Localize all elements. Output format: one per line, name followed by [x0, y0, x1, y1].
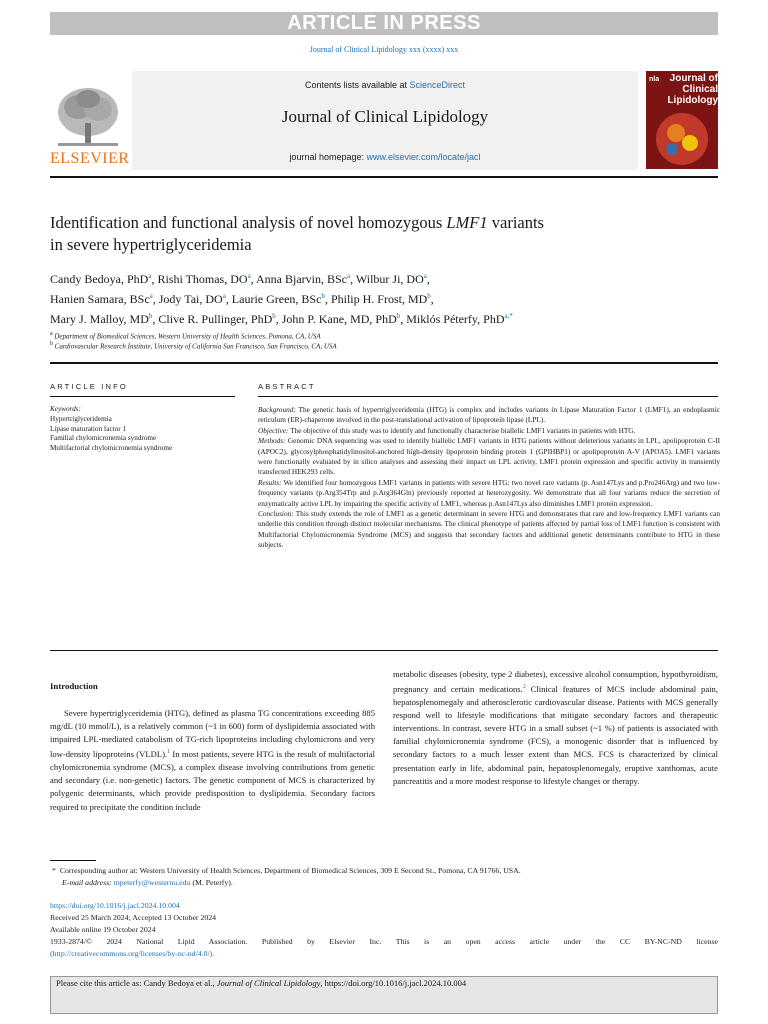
intro-paragraph-2	[393, 668, 718, 788]
intro-text: Severe hypertriglyceridemia (HTG), defined as plasma TG concentrations exceeding 885 mg/dL (10 mmol/L), is a relatively common (~1 in 600) form of dyslipidemia associated with impaired LPL-mediated catabolism of TG-rich lipoproteins including chylomicrons and very low-density lipoproteins (VLDL).	[50, 708, 375, 760]
cover-title-line: Clinical	[682, 84, 718, 95]
author-affil[interactable]: a	[148, 272, 152, 280]
background-text: The genetic basis of hypertriglyceridemia (HTG) is complex and includes variants in Lipase Maturation Factor 1 (LMF1), an endoplasmic reticulum (ER)-chaperone involved in the post-translational activation of lipoprotein lipase (LPL).	[258, 405, 720, 425]
affiliation-b-text: Cardiovascular Research Institute, University of California San Francisco, San Francisco, CA, USA	[54, 342, 337, 351]
abstract-heading: ABSTRACT	[258, 382, 316, 391]
author-name[interactable]: Philip H. Frost, MD	[330, 292, 428, 306]
article-info-rule	[50, 396, 235, 397]
author-affil[interactable]: b	[148, 312, 153, 320]
intro-right-column	[393, 668, 718, 788]
abstract-rule	[258, 396, 718, 397]
elsevier-wordmark[interactable]: ELSEVIER	[50, 150, 130, 167]
introduction-heading: Introduction	[50, 681, 98, 691]
intro-text: In most patients, severe HTG is the result of multifactorial chylomicronemia syndrome (MCS), a complex disease involving contributions from genetic and secondary (i.e. non-genetic) factors. The genetic component of MCS is characterized by polygenic determinants, which provide predisposition to dyslipidemia. Secondary factors required to precipitate the condition include	[50, 749, 375, 812]
corresponding-text: Corresponding author at: Western University of Health Sciences, Department of Biomedical Sciences, 309 E Second St., Pomona, CA 91766, USA.	[59, 866, 521, 875]
article-title	[50, 212, 690, 256]
corresponding-footnote	[52, 865, 712, 876]
author-name[interactable]: Anna Bjarvin, BSc	[256, 272, 348, 286]
keyword: Hypertriglyceridemia	[50, 414, 112, 423]
abstract-body	[258, 405, 720, 551]
objective-label: Objective:	[258, 425, 289, 435]
doi-link[interactable]: https://doi.org/10.1016/j.jacl.2024.10.004	[50, 901, 180, 910]
author-name[interactable]: John P. Kane, MD, PhD	[281, 312, 397, 326]
author-name[interactable]: Candy Bedoya, PhD	[50, 272, 149, 286]
cite-journal: Journal of Clinical Lipidology	[216, 978, 321, 988]
intro-left-column	[50, 707, 375, 814]
reference-2[interactable]: 2	[522, 684, 526, 691]
author-name[interactable]: Rishi Thomas, DO	[157, 272, 248, 286]
affiliation-rule	[50, 362, 718, 364]
author-affil[interactable]: a	[347, 272, 351, 280]
title-part1: Identification and functional analysis of novel homozygous	[50, 213, 447, 232]
keyword: Familial chylomicronemia syndrome	[50, 434, 157, 443]
abstract-conclusion	[258, 509, 720, 551]
abstract-results	[258, 478, 720, 509]
author-affil[interactable]: a	[247, 272, 251, 280]
objective-text: The objective of this study was to identify and functionally characterise biallelic LMF1 variants in patients with HTG.	[290, 425, 636, 435]
author-affil[interactable]: b	[272, 312, 276, 320]
abstract-bottom-rule	[50, 650, 718, 651]
author-name[interactable]: Clive R. Pullinger, PhD	[158, 312, 273, 326]
conclusion-label: Conclusion:	[258, 509, 294, 519]
journal-reference[interactable]: Journal of Clinical Lipidology xxx (xxxx) xxx	[309, 45, 459, 54]
copyright-line: 1933-2874/© 2024 National Lipid Association. Published by Elsevier Inc. This is an open access article under the CC BY-NC-ND license	[50, 937, 718, 946]
homepage-line	[132, 152, 638, 162]
homepage-prefix: journal homepage:	[289, 152, 367, 162]
author-line-1: Candy Bedoya, PhD$^a$, Rishi Thomas, $DO^a$, Anna Bjarvin, BSc$^a$, Wilbur Ji, $DO^a$,	[50, 272, 430, 286]
results-text: We identified four homozygous LMF1 variants in patients with severe HTG: two novel rare variants (p. Asn147Lys and p.Pro246Arg) and two low-frequency variants (p.Arg354Trp and p.Arg364Gln) previously reported at heterozygosity. We demonstrate that all four variants reduce the secretion of enzymatically active LPL by impairing the specific activity of LMF1, whereas p.Asn147Lys also diminishes LMF1 protein expression.	[258, 477, 720, 508]
background-label: Background:	[258, 405, 296, 414]
license-link[interactable]: (http://creativecommons.org/licenses/by-nc-nd/4.0/).	[50, 949, 215, 958]
intro-text: Clinical features of MCS include abdominal pain, hepatosplenomegaly and atherosclerotic cardiovascular disease. Patients with MCS generally respond well to lifestyle modifications that mitigate secondary factors and therapeutic interventions. In contrast, severe HTG in a small subset (~1 %) of patients is associated with familial chylomicronemia syndrome (FCS), a monogenic disorder that is influenced by secondary factors to a much lesser extent than MCS. FCS is characterized by clinical presentation early in life, abdominal pain, hepatosplenomegaly, eruptive xanthomas, acute pancreatitis and a more modest response to lifestyle changes or therapy.	[393, 683, 718, 786]
cite-prefix: Please cite this article as: Candy Bedoya et al.,	[56, 978, 217, 988]
cover-title	[652, 73, 718, 106]
affiliation-a: $^a$ Department of Biomedical Sciences, Western University of Health Sciences, Pomona, CA, USA	[50, 331, 321, 341]
sciencedirect-link[interactable]: ScienceDirect	[409, 80, 466, 90]
nla-badge: nla	[649, 76, 660, 83]
affiliation-a-text: Department of Biomedical Sciences, Western University of Health Sciences, Pomona, CA, USA	[54, 332, 321, 341]
intro-text: metabolic diseases (obesity, type 2 diabetes), excessive alcohol consumption, hypothyroidism, pregnancy and certain medications.	[393, 669, 718, 694]
author-affil[interactable]: a	[149, 292, 153, 300]
cite-doi[interactable]: , https://doi.org/10.1016/j.jacl.2024.10.004	[320, 978, 467, 988]
asterisk: *	[52, 866, 56, 875]
article-in-press-banner: ARTICLE IN PRESS	[50, 12, 718, 35]
article-info-heading: ARTICLE INFO	[50, 382, 128, 391]
header-rule	[50, 176, 718, 178]
citation-text	[56, 978, 716, 988]
methods-text: Genomic DNA sequencing was used to identify biallelic LMF1 variants in HTG patients without deleterious variants in LPL, apolipoprotein C-II (APOC2), glycosylphosphatidylinositol-anchored high-density lipoprotein binding protein 1 (GPIHBP1) or apolipoprotein A-V (APOA5). LMF1 variants were functionally evaluated by in silico analyses and assessing their impact on LPL activity, LMF1 protein expression and specific activity in transiently transfected HEK293 cells.	[258, 436, 720, 477]
footnote-rule	[50, 860, 96, 861]
journal-title: Journal of Clinical Lipidology	[281, 107, 489, 126]
author-list	[50, 268, 718, 328]
contents-line	[132, 80, 638, 90]
author-affil[interactable]: a	[423, 272, 427, 280]
author-line-3: Mary J. Malloy, $MD^b$, Clive R. Pullinger, PhD$^b$, John P. Kane, MD, PhD$^b$, Miklós Péterfy, PhD$^{a,*}$	[50, 312, 513, 326]
email-footnote	[62, 877, 712, 888]
author-name[interactable]: Laurie Green, BSc	[231, 292, 322, 306]
email-label: E-mail address:	[62, 878, 112, 887]
contents-prefix: Contents lists available at	[304, 80, 410, 90]
title-gene: LMF1	[446, 213, 488, 232]
doi-line	[50, 900, 718, 911]
author-name[interactable]: Hanien Samara, BSc	[50, 292, 150, 306]
affiliation-b: $^b$ Cardiovascular Research Institute, University of California San Francisco, San Francisco, CA, USA	[50, 341, 337, 351]
homepage-link[interactable]: www.elsevier.com/locate/jacl	[366, 152, 481, 162]
intro-paragraph-1	[50, 707, 375, 814]
author-name[interactable]: Miklós Péterfy, PhD	[406, 312, 505, 326]
results-label: Results:	[258, 477, 282, 487]
cover-title-line: Lipidology	[667, 95, 718, 106]
methods-label: Methods:	[258, 436, 286, 446]
author-name[interactable]: Mary J. Malloy, MD	[50, 312, 149, 326]
author-affil[interactable]: b	[321, 292, 325, 300]
author-affil[interactable]: b	[427, 292, 431, 300]
author-affil[interactable]: a,*	[504, 312, 513, 320]
author-name[interactable]: Wilbur Ji, DO	[355, 272, 424, 286]
title-part2: variants	[487, 213, 544, 232]
email-link[interactable]: mpeterfy@westernu.edu	[113, 878, 191, 887]
abstract-background	[258, 405, 720, 426]
keywords-label: Keywords:	[50, 405, 81, 413]
author-affil[interactable]: a	[222, 292, 226, 300]
cover-title-line: Journal of	[669, 73, 718, 84]
license-line	[50, 948, 718, 959]
keyword: Multifactorial chylomicronemia syndrome	[50, 444, 173, 453]
title-line2: in severe hypertriglyceridemia	[50, 235, 252, 254]
received-line: Received 25 March 2024; Accepted 13 October 2024	[50, 913, 217, 922]
available-line: Available online 19 October 2024	[50, 925, 156, 934]
email-suffix: (M. Peterfy).	[192, 878, 233, 887]
author-affil[interactable]: b	[396, 312, 401, 320]
author-line-2: Hanien Samara, BSc$^a$, Jody Tai, $DO^a$, Laurie Green, BSc$^b$, Philip H. Frost, $MD^b$,	[50, 292, 434, 306]
keywords-block	[50, 405, 235, 454]
reference-1[interactable]: 1	[167, 749, 171, 756]
author-name[interactable]: Jody Tai, DO	[158, 292, 223, 306]
conclusion-text: This study extends the role of LMF1 as a genetic determinant in severe HTG and demonstrates that rare and low-frequency LMF1 variants can underlie this condition through distinct molecular mechanisms. The clinical phenotype of patients affected by partial loss of LMF1 function is consistent with Multifactorial Chylomicronemia Syndrome (MCS) and suggests that secondary factors and additional genetic determinants contribute to HTG in these subjects.	[258, 509, 720, 550]
keyword: Lipase maturation factor 1	[50, 424, 127, 433]
abstract-methods	[258, 436, 720, 478]
abstract-objective	[258, 426, 720, 436]
